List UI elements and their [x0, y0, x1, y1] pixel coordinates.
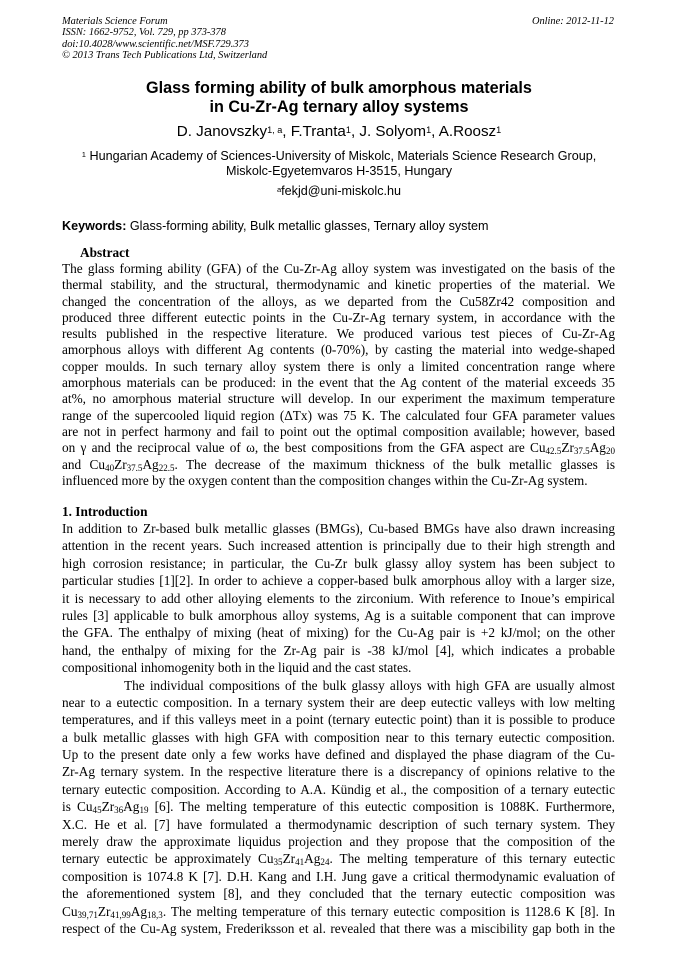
introduction-body	[62, 520, 615, 937]
text-run: hand, the enthalpy of mixing for the Zr-Ag pair is -38 kJ/mol [4], which indicates a probable	[62, 642, 615, 658]
text-run: the GFA. The enthalpy of mixing (heat of mixing) for the Cu-Ag pair is +2 kJ/mol; on the other	[62, 625, 615, 641]
text-line	[62, 868, 615, 885]
author-sup: 1	[345, 125, 351, 135]
text-run: The glass forming ability (GFA) of the Cu-Zr-Ag alloy system was investigated on the basis of the	[62, 261, 615, 276]
affiliation-sup: 1	[81, 150, 86, 159]
text-run: influenced more by the oxygen content than the composition changes within the Cu-Zr-Ag system.	[62, 472, 588, 488]
journal-header	[62, 16, 267, 61]
text-run: merely draw the approximate liquidus projection and they propose that the composition of the	[62, 834, 615, 850]
subscript: 36	[114, 805, 124, 816]
text-run: Zr	[101, 799, 115, 815]
text-line	[62, 457, 615, 473]
text-run: ternary eutectic be approximately Cu	[62, 851, 274, 867]
text-line	[62, 642, 615, 659]
text-run: Zr	[114, 456, 127, 472]
text-run: temperatures, and if this valleys meet in a point (ternary eutectic point) than it is possible to produce	[62, 712, 615, 728]
text-run: . The melting temperature of this ternary eutectic	[329, 851, 616, 867]
text-run: copper moulds. In such ternary alloy system there is only a limited concentration range where	[62, 358, 615, 374]
text-run: amorphous alloys with different Ag contents (0-70%), by casting the material into wedge-shaped	[62, 342, 615, 358]
text-run: . The decrease of the maximum thickness of the bulk metallic glasses is	[174, 456, 615, 472]
text-line	[62, 677, 615, 694]
text-run: changed the concentration of the alloys, as we departed from the Cu58Zr42 composition and	[62, 293, 615, 309]
journal-name: Materials Science Forum	[62, 16, 168, 27]
text-run: near to a eutectic composition. In a ternary system their are deep eutectic valleys with low melting	[62, 694, 615, 710]
text-line	[62, 277, 615, 293]
introduction-section	[62, 503, 615, 937]
text-line	[62, 473, 615, 489]
text-line	[62, 555, 615, 572]
text-line	[62, 885, 615, 902]
text-line	[62, 694, 615, 711]
subscript: 37.5	[573, 446, 590, 457]
text-run: Ag	[142, 456, 159, 472]
text-run: attention in the recent years. Such increased attention is principally due to their high strength and	[62, 538, 615, 554]
keywords	[62, 219, 488, 233]
affiliation-line: Miskolc-Egyetemvaros H-3515, Hungary	[225, 164, 453, 178]
text-run: ternary eutectic composition. According to A.A. Kündig et al., the composition of a ternary eutectic	[62, 781, 615, 797]
online-date: Online: 2012-11-12	[531, 16, 614, 27]
subscript: 24	[320, 857, 330, 868]
text-run: amorphous materials can be produced: in the event that the Ag content of the material exceeds 35	[62, 375, 615, 391]
keywords-text: Glass-forming ability, Bulk metallic glasses, Ternary alloy system	[126, 219, 489, 233]
text-run: particular studies [1][2]. In order to achieve a copper-based bulk amorphous alloy with a larger size,	[62, 573, 615, 589]
author-name: D. Janovszky	[176, 123, 268, 140]
text-line	[62, 763, 615, 780]
email	[0, 184, 678, 199]
text-line	[62, 746, 615, 763]
text-run: at%, no amorphous material structure will develop. In our experiment the maximum temperature	[62, 391, 615, 407]
author-sup: 1	[426, 125, 432, 135]
copyright: © 2013 Trans Tech Publications Ltd, Switzerland	[62, 49, 268, 61]
subscript: 20	[605, 446, 615, 457]
text-run: on γ and the reciprocal value of ω, the best compositions from the GFA aspect are Cu	[62, 440, 546, 456]
text-run: Ag	[589, 440, 606, 456]
text-line	[62, 624, 615, 641]
text-line	[62, 590, 615, 607]
text-line	[62, 440, 615, 456]
abstract-heading: Abstract	[80, 245, 130, 260]
text-line	[62, 711, 615, 728]
text-run: The individual compositions of the bulk glassy alloys with high GFA are usually almost	[124, 677, 615, 693]
text-run: Ag	[123, 799, 140, 815]
subscript: 45	[92, 805, 102, 816]
text-run: range of the supercooled liquid region (ΔTx) was 75 K. The calculated four GFA parameter values	[62, 407, 615, 423]
subscript: 22.5	[158, 462, 175, 473]
text-run: Zr-Ag ternary system. In the respective literature there is a discrepancy of opinions relative to the	[62, 764, 615, 780]
text-line	[62, 520, 615, 537]
text-run: rules [3] applicable to bulk amorphous alloy systems, Ag is a suitable component that can improve	[62, 607, 615, 623]
text-line	[62, 310, 615, 326]
text-line	[62, 572, 615, 589]
subscript: 19	[139, 805, 149, 816]
affiliation	[0, 149, 678, 179]
text-line	[62, 729, 615, 746]
text-run: results published in the respective literature. We produced various test pieces of Cu-Zr-Ag	[62, 326, 615, 342]
text-run: and Cu	[62, 456, 106, 472]
text-run: produced three different eutectic points in the Cu-Zr-Ag ternary system, in accordance with the	[62, 309, 615, 325]
text-line	[62, 607, 615, 624]
text-line	[62, 424, 615, 440]
issn-volume: ISSN: 1662-9752, Vol. 729, pp 373-378	[62, 27, 226, 39]
text-line	[62, 659, 615, 676]
text-run: Ag	[304, 851, 321, 867]
subscript: 40	[105, 462, 115, 473]
text-run: high corrosion resistance; in particular, the Cu-Zr bulk glassy alloy system has been subject to	[62, 555, 615, 571]
title-line: in Cu-Zr-Ag ternary alloy systems	[209, 98, 469, 116]
affiliation-line: Hungarian Academy of Sciences-University of Miskolc, Materials Science Research Group,	[85, 149, 597, 163]
text-line	[62, 359, 615, 375]
text-run: composition is 1074.8 K [7]. D.H. Kang and I.H. Jung gave a critical thermodynamic evaluation of	[62, 868, 615, 884]
text-line	[62, 537, 615, 554]
text-line	[62, 798, 615, 815]
text-line	[62, 781, 615, 798]
text-run: are not in perfect harmony and fail to point out the optimal composition available; however, based	[62, 423, 615, 439]
text-line	[62, 342, 615, 358]
text-run: thermal stability, and the structural, thermodynamic and kinetic properties of the material. We	[62, 277, 615, 293]
text-line	[62, 920, 615, 937]
text-run: Zr	[561, 440, 574, 456]
author-name: , A.Roosz	[431, 123, 497, 140]
abstract-section	[62, 244, 615, 489]
text-line	[62, 261, 615, 277]
text-run: it is necessary to add other alloying elements to the zirconium. With reference to Inoue’s empirical	[62, 590, 615, 606]
subscript: 35	[273, 857, 283, 868]
subscript: 41,99	[110, 909, 131, 920]
text-run: Zr	[97, 903, 111, 919]
title-line: Glass forming ability of bulk amorphous materials	[146, 79, 532, 97]
subscript: 39,71	[77, 909, 98, 920]
paper-title	[0, 79, 678, 117]
subscript: 41	[295, 857, 305, 868]
keywords-label: Keywords:	[62, 219, 127, 233]
text-line	[62, 326, 615, 342]
text-line	[62, 833, 615, 850]
text-run: In addition to Zr-based bulk metallic glasses (BMGs), Cu-based BMGs have also drawn increasing	[62, 521, 615, 536]
email-sup: a	[276, 185, 282, 194]
text-line	[62, 816, 615, 833]
text-run: X.C. He et al. [7] have formulated a thermodynamic description of such ternary system. They	[62, 816, 615, 832]
text-line	[62, 391, 615, 407]
author-name: , J. Solyom	[350, 123, 427, 140]
doi: doi:10.4028/www.scientific.net/MSF.729.373	[62, 38, 249, 50]
text-line	[62, 408, 615, 424]
introduction-heading: 1. Introduction	[62, 504, 148, 519]
text-line	[62, 375, 615, 391]
subscript: 18,3	[147, 909, 163, 920]
author-sup: 1	[496, 125, 502, 135]
text-run: a bulk metallic glasses with high GFA with composition near to this ternary eutectic composition.	[62, 729, 615, 745]
author-sup: 1, a	[267, 125, 283, 135]
text-run: Cu	[62, 903, 78, 919]
email-address[interactable]: fekjd@uni-miskolc.hu	[281, 184, 402, 198]
text-line	[62, 294, 615, 310]
abstract-body	[62, 261, 615, 489]
authors	[0, 123, 678, 141]
text-run: compositional inhomogenity both in the liquid and the cast states.	[62, 660, 412, 676]
text-run: . The melting temperature of this ternary eutectic composition is 1128.6 K [8]. In	[162, 903, 615, 919]
subscript: 37.5	[126, 462, 143, 473]
text-run: Zr	[282, 851, 296, 867]
text-run: [6]. The melting temperature of this eutectic composition is 1088K. Furthermore,	[148, 799, 615, 815]
subscript: 42.5	[545, 446, 562, 457]
text-line	[62, 850, 615, 867]
text-run: the aforementioned system [8], and they concluded that the ternary eutectic composition was	[62, 886, 615, 902]
author-name: , F.Tranta	[282, 123, 346, 140]
text-run: is Cu	[62, 799, 93, 815]
text-line	[62, 903, 615, 920]
text-run: Up to the present date only a few works have defined and displayed the phase diagram of the Cu-	[62, 747, 615, 763]
text-run: respect of the Cu-Ag system, Frederiksson et al. revealed that there was a miscibility gap both in the	[62, 920, 615, 936]
text-run: Ag	[130, 903, 148, 919]
